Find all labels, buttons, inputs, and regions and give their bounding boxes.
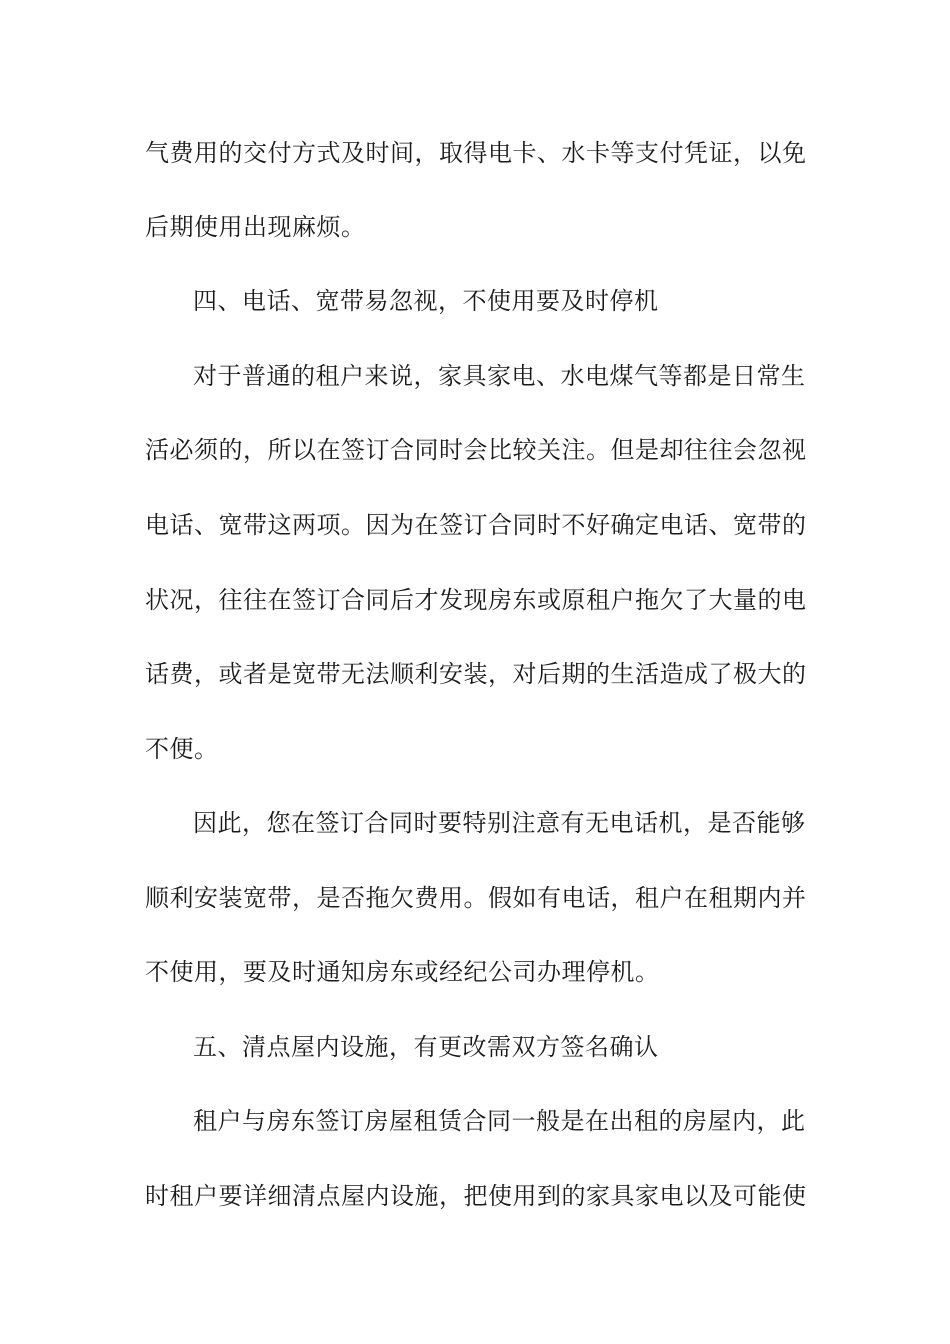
text-line: 气费用的交付方式及时间，取得电卡、水卡等支付凭证，以免 <box>145 139 807 167</box>
section-heading-4: 四、电话、宽带易忽视，不使用要及时停机 <box>193 287 659 315</box>
text-line: 活必须的，所以在签订合同时会比较关注。但是却往往会忽视 <box>145 436 807 464</box>
text-line: 不使用，要及时通知房东或经纪公司办理停机。 <box>145 958 660 986</box>
text-line: 对于普通的租户来说，家具家电、水电煤气等都是日常生 <box>193 362 806 390</box>
text-line: 顺利安装宽带，是否拖欠费用。假如有电话，租户在租期内并 <box>145 884 807 912</box>
text-line: 后期使用出现麻烦。 <box>145 213 366 241</box>
text-line: 不便。 <box>145 735 219 763</box>
text-line: 租户与房东签订房屋租赁合同一般是在出租的房屋内，此 <box>193 1107 806 1135</box>
text-line: 时租户要详细清点屋内设施，把使用到的家具家电以及可能使 <box>145 1182 807 1210</box>
text-line: 状况，往往在签订合同后才发现房东或原租户拖欠了大量的电 <box>145 586 807 614</box>
text-line: 电话、宽带这两项。因为在签订合同时不好确定电话、宽带的 <box>145 511 807 539</box>
text-line: 因此，您在签订合同时要特别注意有无电话机，是否能够 <box>193 809 806 837</box>
section-heading-5: 五、清点屋内设施，有更改需双方签名确认 <box>193 1033 659 1061</box>
text-line: 话费，或者是宽带无法顺利安装，对后期的生活造成了极大的 <box>145 660 807 688</box>
